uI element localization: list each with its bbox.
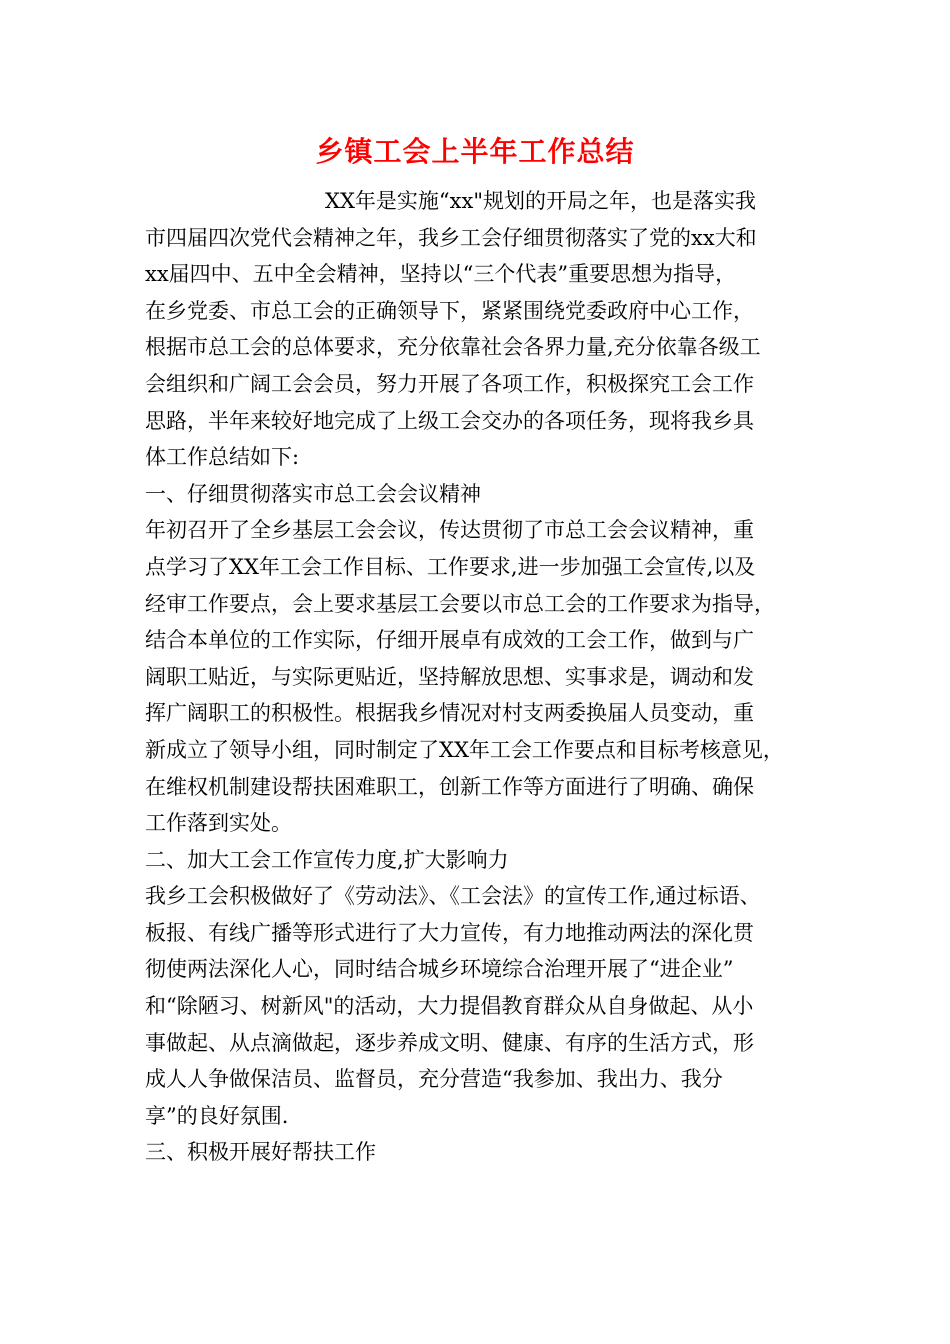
paragraph-line: xx届四中、五中全会精神，坚持以“三个代表”重要思想为指导， xyxy=(145,262,737,287)
paragraph-line: 年初召开了全乡基层工会会议，传达贯彻了市总工会会议精神，重 xyxy=(145,518,754,543)
paragraph-line: 我乡工会积极做好了《劳动法》、《工会法》的宣传工作,通过标语、 xyxy=(145,884,761,909)
paragraph-line: 阔职工贴近，与实际更贴近，坚持解放思想、实事求是，调动和发 xyxy=(145,664,754,689)
paragraph-line: 工作落到实处。 xyxy=(145,811,292,836)
paragraph-line: 结合本单位的工作实际，仔细开展卓有成效的工会工作，做到与广 xyxy=(145,628,754,653)
paragraph-line: 点学习了XX年工会工作目标、工作要求,进一步加强工会宣传,以及 xyxy=(145,554,756,579)
section-heading-3: 三、积极开展好帮扶工作 xyxy=(145,1140,376,1165)
paragraph-line: XX年是实施“xx"规划的开局之年，也是落实我 xyxy=(325,189,756,213)
paragraph-line: 彻使两法深化人心，同时结合城乡环境综合治理开展了“进企业” xyxy=(145,957,734,982)
paragraph-line: 成人人争做保洁员、监督员，充分营造“我参加、我出力、我分 xyxy=(145,1067,723,1092)
section-heading-1: 一、仔细贯彻落实市总工会会议精神 xyxy=(145,481,481,506)
paragraph-line: 根据市总工会的总体要求，充分依靠社会各界力量,充分依靠各级工 xyxy=(145,335,761,360)
paragraph-line: 体工作总结如下: xyxy=(145,445,300,470)
paragraph-line: 新成立了领导小组，同时制定了XX年工会工作要点和目标考核意见， xyxy=(145,737,784,762)
document-body xyxy=(145,183,825,1171)
paragraph-line: 在乡党委、市总工会的正确领导下，紧紧围绕党委政府中心工作， xyxy=(145,298,754,323)
paragraph-line: 在维权机制建设帮扶困难职工，创新工作等方面进行了明确、确保 xyxy=(145,774,754,799)
paragraph-line: 经审工作要点，会上要求基层工会要以市总工会的工作要求为指导， xyxy=(145,591,775,616)
paragraph-line: 和“除陋习、树新风"的活动，大力提倡教育群众从自身做起、从小 xyxy=(145,994,754,1019)
paragraph-line: 市四届四次党代会精神之年，我乡工会仔细贯彻落实了党的xx大和 xyxy=(145,225,757,250)
paragraph-line: 会组织和广阔工会会员，努力开展了各项工作，积极探究工会工作 xyxy=(145,371,754,396)
paragraph-line: 享”的良好氛围. xyxy=(145,1103,289,1128)
section-heading-2: 二、加大工会工作宣传力度,扩大影响力 xyxy=(145,847,509,872)
paragraph-line: 事做起、从点滴做起，逐步养成文明、健康、有序的生活方式，形 xyxy=(145,1030,754,1055)
paragraph-line: 思路，半年来较好地完成了上级工会交办的各项任务，现将我乡具 xyxy=(145,408,754,433)
paragraph-line: 板报、有线广播等形式进行了大力宣传，有力地推动两法的深化贯 xyxy=(145,920,754,945)
paragraph-line: 挥广阔职工的积极性。根据我乡情况对村支两委换届人员变动，重 xyxy=(145,701,754,726)
document-title: 乡镇工会上半年工作总结 xyxy=(315,135,635,168)
